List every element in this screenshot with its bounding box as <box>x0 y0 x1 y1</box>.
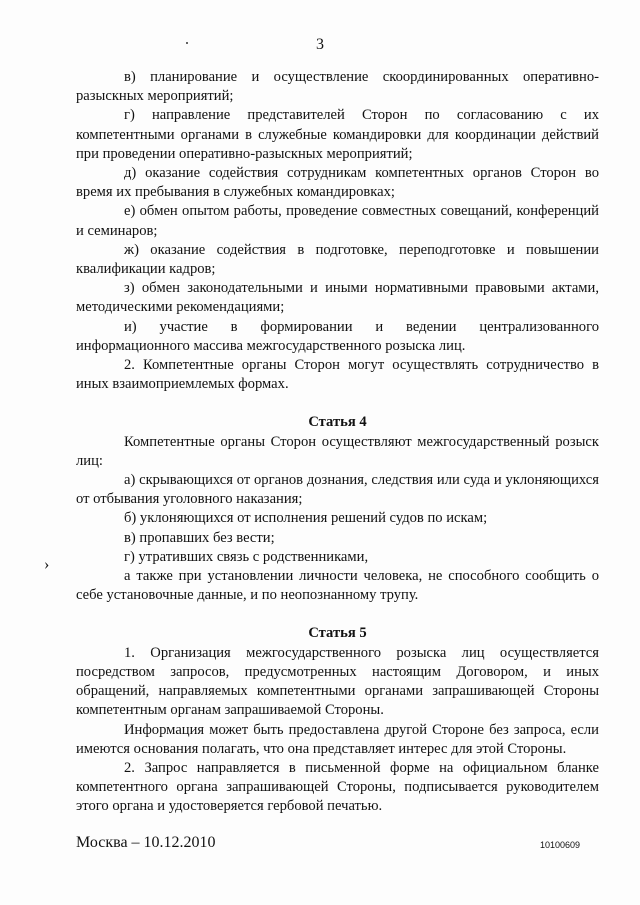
paragraph: е) обмен опытом работы, проведение совместных совещаний, конференций и семинаров; <box>76 203 599 239</box>
paragraph: 2. Компетентные органы Сторон могут осуществлять сотрудничество в иных взаимоприемлемых формах. <box>76 357 599 393</box>
page-number: 3 <box>316 36 324 53</box>
article-4-title: Статья 4 <box>308 414 367 431</box>
paragraph: а) скрывающихся от органов дознания, следствия или суда и уклоняющихся от отбывания уголовного наказания; <box>76 472 599 508</box>
paragraph: з) обмен законодательными и иными нормативными правовыми актами, методическими рекомендациями; <box>76 280 599 316</box>
margin-mark: › <box>44 556 50 573</box>
paragraph: д) оказание содействия сотрудникам компетентных органов Сторон во время их пребывания в служебных командировках; <box>76 165 599 201</box>
paragraph: б) уклоняющихся от исполнения решений судов по искам; <box>124 510 488 527</box>
paragraph: 1. Организация межгосударственного розыска лиц осуществляется посредством запросов, предусмотренных настоящим Договором, и иных обращений, направляемых компетентными органами запрашивающей Стороны компетентным органам запрашиваемой Стороны. <box>76 644 599 719</box>
paragraph: а также при установлении личности человека, не способного сообщить о себе установочные данные, и по неопознанному трупу. <box>76 568 599 604</box>
footer-document-code: 10100609 <box>540 840 581 850</box>
paragraph: в) пропавших без вести; <box>124 529 275 546</box>
footer-city-date: Москва – 10.12.2010 <box>76 834 216 851</box>
paragraph: г) утративших связь с родственниками, <box>124 548 369 565</box>
document-body <box>76 68 599 817</box>
paragraph: Информация может быть предоставлена другой Стороне без запроса, если имеются основания полагать, что она представляет интерес для этой Стороны. <box>76 721 599 757</box>
paragraph: и) участие в формировании и ведении централизованного информационного массива межгосударственного розыска лиц. <box>76 318 599 354</box>
article-5-title: Статья 5 <box>308 625 367 642</box>
paragraph: 2. Запрос направляется в письменной форме на официальном бланке компетентного органа запрашивающей Стороны, подписывается руководителем этого органа и удостоверяется гербовой печатью. <box>76 759 599 815</box>
paragraph: г) направление представителей Сторон по согласованию с их компетентными органами в служебные командировки для координации действий при проведении оперативно-разыскных мероприятий; <box>76 107 599 162</box>
paragraph: ж) оказание содействия в подготовке, переподготовке и повышении квалификации кадров; <box>76 241 599 278</box>
paragraph: Компетентные органы Сторон осуществляют межгосударственный розыск лиц: <box>76 433 599 469</box>
paragraph: в) планирование и осуществление скоординированных оперативно-разыскных мероприятий; <box>76 69 599 105</box>
